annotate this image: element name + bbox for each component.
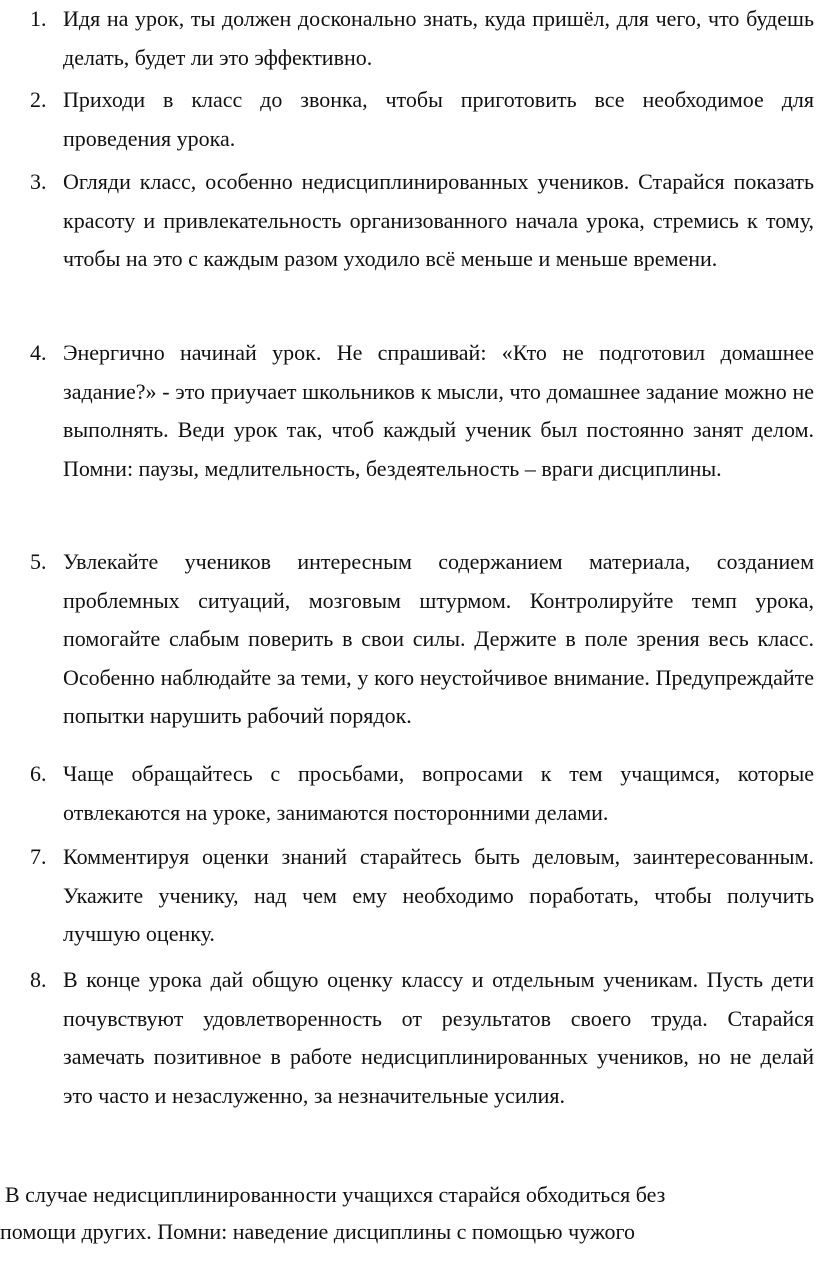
- list-item-text: Энергично начинай урок. Не спрашивай: «Кто не подготовил домашнее задание?» - это приучает школьников к мысли, что домашнее задание можно не выполнять. Веди урок так, чтоб каждый ученик был постоянно занят делом. Помни: паузы, медлительность, бездеятельность – враги дисциплины.: [63, 340, 814, 481]
- list-item-text: В конце урока дай общую оценку классу и отдельным ученикам. Пусть дети почувствуют удовлетворенность от результатов своего труда. Старайся замечать позитивное в работе недисциплинированных учеников, но не делай это часто и незаслуженно, за незначительные усилия.: [63, 967, 814, 1108]
- list-item-text: Чаще обращайтесь с просьбами, вопросами к тем учащимся, которые отвлекаются на уроке, занимаются посторонними делами.: [63, 761, 814, 825]
- list-item-number: 2.: [30, 87, 47, 112]
- closing-paragraph-line-2: помощи других. Помни: наведение дисциплины с помощью чужого: [0, 1219, 635, 1244]
- list-item-text: Приходи в класс до звонка, чтобы приготовить все необходимое для проведения урока.: [63, 87, 814, 151]
- list-item-number: 4.: [30, 340, 47, 365]
- list-item-number: 6.: [30, 761, 47, 786]
- list-item-number: 3.: [30, 169, 47, 194]
- list-item-text: Комментируя оценки знаний старайтесь быть деловым, заинтересованным. Укажите ученику, над чем ему необходимо поработать, чтобы получить лучшую оценку.: [63, 844, 814, 947]
- closing-paragraph: [0, 1176, 816, 1250]
- list-item-number: 8.: [30, 967, 47, 992]
- list-item-number: 5.: [30, 549, 47, 574]
- list-item-number: 7.: [30, 844, 47, 869]
- list-item-number: 1.: [30, 6, 47, 31]
- list-item-text: Идя на урок, ты должен досконально знать, куда пришёл, для чего, что будешь делать, будет ли это эффективно.: [63, 6, 814, 70]
- list-item-text: Огляди класс, особенно недисциплинированных учеников. Старайся показать красоту и привлекательность организованного начала урока, стремись к тому, чтобы на это с каждым разом уходило всё меньше и меньше времени.: [63, 169, 814, 272]
- list-item-text: Увлекайте учеников интересным содержанием материала, созданием проблемных ситуаций, мозговым штурмом. Контролируйте темп урока, помогайте слабым поверить в свои силы. Держите в поле зрения весь класс. Особенно наблюдайте за теми, у кого неустойчивое внимание. Предупреждайте попытки нарушить рабочий порядок.: [63, 549, 814, 729]
- closing-paragraph-line-1: В случае недисциплинированности учащихся старайся обходиться без: [5, 1182, 666, 1207]
